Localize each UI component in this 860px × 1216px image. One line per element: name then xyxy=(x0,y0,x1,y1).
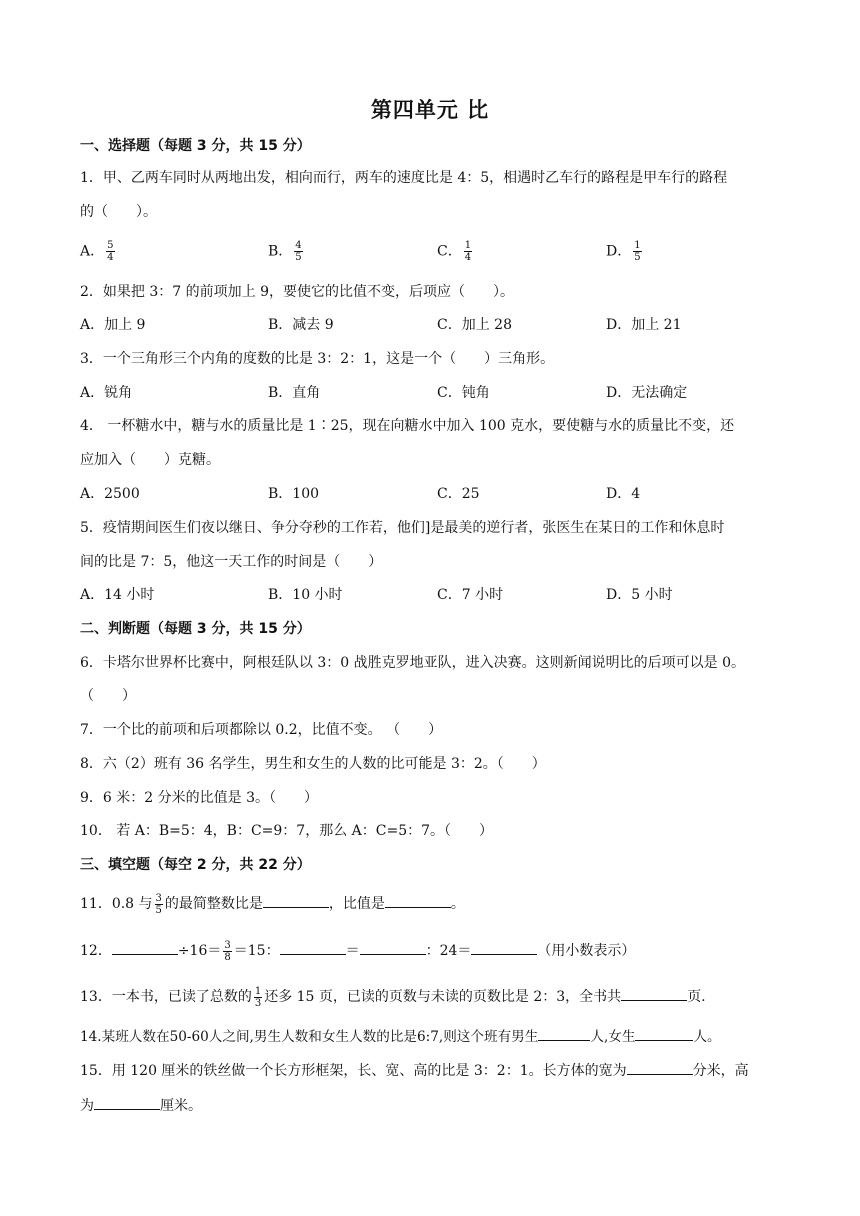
question-3-text: 3．一个三角形三个内角的度数的比是 3：2：1，这是一个（ ）三角形。 xyxy=(80,351,555,367)
option-d: D．加上 21 xyxy=(606,317,682,333)
question-1-text-cont: 的（ ）。 xyxy=(80,204,157,220)
answer-blank[interactable] xyxy=(538,1025,590,1041)
option-c: C．25 xyxy=(437,486,480,502)
question-8-text: 8．六（2）班有 36 名学生，男生和女生的人数的比可能是 3：2。（ ） xyxy=(80,756,546,772)
fraction: $\frac{4}{5}$ xyxy=(295,240,302,263)
question-2-options xyxy=(0,315,860,335)
option-b: B． $\frac{4}{5}$ xyxy=(268,240,302,263)
option-d: D． $\frac{1}{5}$ xyxy=(606,240,641,263)
fraction: $\frac{5}{4}$ xyxy=(107,240,114,263)
question-5-text: 5．疫情期间医生们夜以继日、争分夺秒的工作若，他们]是最美的逆行者，张医生在某日的工作和休息时 xyxy=(80,520,725,536)
answer-blank[interactable] xyxy=(385,892,451,908)
answer-blank[interactable] xyxy=(471,939,537,955)
question-6-text-cont: （ ） xyxy=(80,688,136,704)
question-10-text: 10． 若 A：B=5：4，B：C=9：7，那么 A：C=5：7。（ ） xyxy=(80,823,494,839)
option-c: C．加上 28 xyxy=(437,317,512,333)
question-7-text: 7．一个比的前项和后项都除以 0.2，比值不变。 （ ） xyxy=(80,722,443,738)
option-d: D．4 xyxy=(606,486,641,502)
fraction: $\frac{3}{5}$ xyxy=(155,892,162,916)
option-b: B．减去 9 xyxy=(268,317,334,333)
question-4-text-cont: 应加入（ ）克糖。 xyxy=(80,452,220,468)
question-1-text: 1．甲、乙两车同时从两地出发，相向而行，两车的速度比是 4：5，相遇时乙车行的路程是甲车行的路程 xyxy=(80,170,728,186)
section-heading-judgement: 二、判断题（每题 3 分，共 15 分） xyxy=(80,621,311,637)
option-c: C．7 小时 xyxy=(437,587,504,603)
answer-blank[interactable] xyxy=(280,939,346,955)
question-12-text: 12． ÷16＝ $\frac{3}{8}$ ＝15： ＝ ：24＝ （用小数表示） xyxy=(80,939,636,963)
option-a: A． $\frac{5}{4}$ xyxy=(80,240,114,263)
question-4-options xyxy=(0,484,860,504)
fraction: $\frac{1}{4}$ xyxy=(464,240,472,263)
option-a: A．14 小时 xyxy=(80,587,155,603)
option-d: D．无法确定 xyxy=(606,385,688,401)
option-b: B．直角 xyxy=(268,385,321,401)
question-14-text: 14.某班人数在50-60人之间,男生人数和女生人数的比是6:7,则这个班有男生 人,女生 人。 xyxy=(80,1025,721,1047)
question-11-text: 11．0.8 与 $\frac{3}{5}$ 的最简整数比是 ，比值是 。 xyxy=(80,892,465,916)
question-2-text: 2．如果把 3：7 的前项加上 9，要使它的比值不变，后项应（ ）。 xyxy=(80,284,514,300)
answer-blank[interactable] xyxy=(263,892,329,908)
question-4-text: 4． 一杯糖水中，糖与水的质量比是 1∶25，现在向糖水中加入 100 克水，要使糖与水的质量比不变，还 xyxy=(80,418,735,434)
option-a: A．锐角 xyxy=(80,385,133,401)
fraction: $\frac{1}{3}$ xyxy=(254,985,262,1009)
option-b: B．10 小时 xyxy=(268,587,343,603)
answer-blank[interactable] xyxy=(360,939,426,955)
question-1-options xyxy=(0,240,860,270)
answer-blank[interactable] xyxy=(635,1025,693,1041)
section-heading-choice: 一、选择题（每题 3 分，共 15 分） xyxy=(80,138,311,154)
answer-blank[interactable] xyxy=(94,1094,160,1110)
question-5-text-cont: 间的比是 7：5，他这一天工作的时间是（ ） xyxy=(80,554,383,570)
question-15-text: 15．用 120 厘米的铁丝做一个长方形框架，长、宽、高的比是 3：2：1。长方体的宽为 分米，高 xyxy=(80,1059,749,1081)
option-c: C． $\frac{1}{4}$ xyxy=(437,240,472,263)
option-d: D．5 小时 xyxy=(606,587,673,603)
option-a: A．2500 xyxy=(80,486,140,502)
fraction: $\frac{3}{8}$ xyxy=(224,939,231,963)
question-15-text-cont: 为 厘米。 xyxy=(80,1094,202,1116)
option-b: B．100 xyxy=(268,486,320,502)
question-5-options xyxy=(0,585,860,605)
fraction: $\frac{1}{5}$ xyxy=(634,240,641,263)
question-13-text: 13．一本书，已读了总数的 $\frac{1}{3}$ 还多 15 页，已读的页数与未读的页数比是 2：3，全书共 页. xyxy=(80,985,706,1009)
question-6-text: 6．卡塔尔世界杯比赛中，阿根廷队以 3：0 战胜克罗地亚队，进入决赛。这则新闻说明比的后项可以是 0。 xyxy=(80,655,745,671)
section-heading-fill-in: 三、填空题（每空 2 分，共 22 分） xyxy=(80,857,311,873)
answer-blank[interactable] xyxy=(621,985,687,1001)
answer-blank[interactable] xyxy=(112,939,178,955)
question-9-text: 9．6 米：2 分米的比值是 3。（ ） xyxy=(80,790,318,806)
option-a: A．加上 9 xyxy=(80,317,146,333)
option-c: C．钝角 xyxy=(437,385,490,401)
question-3-options xyxy=(0,383,860,403)
page-title: 第四单元 比 xyxy=(370,98,490,122)
answer-blank[interactable] xyxy=(627,1059,693,1075)
